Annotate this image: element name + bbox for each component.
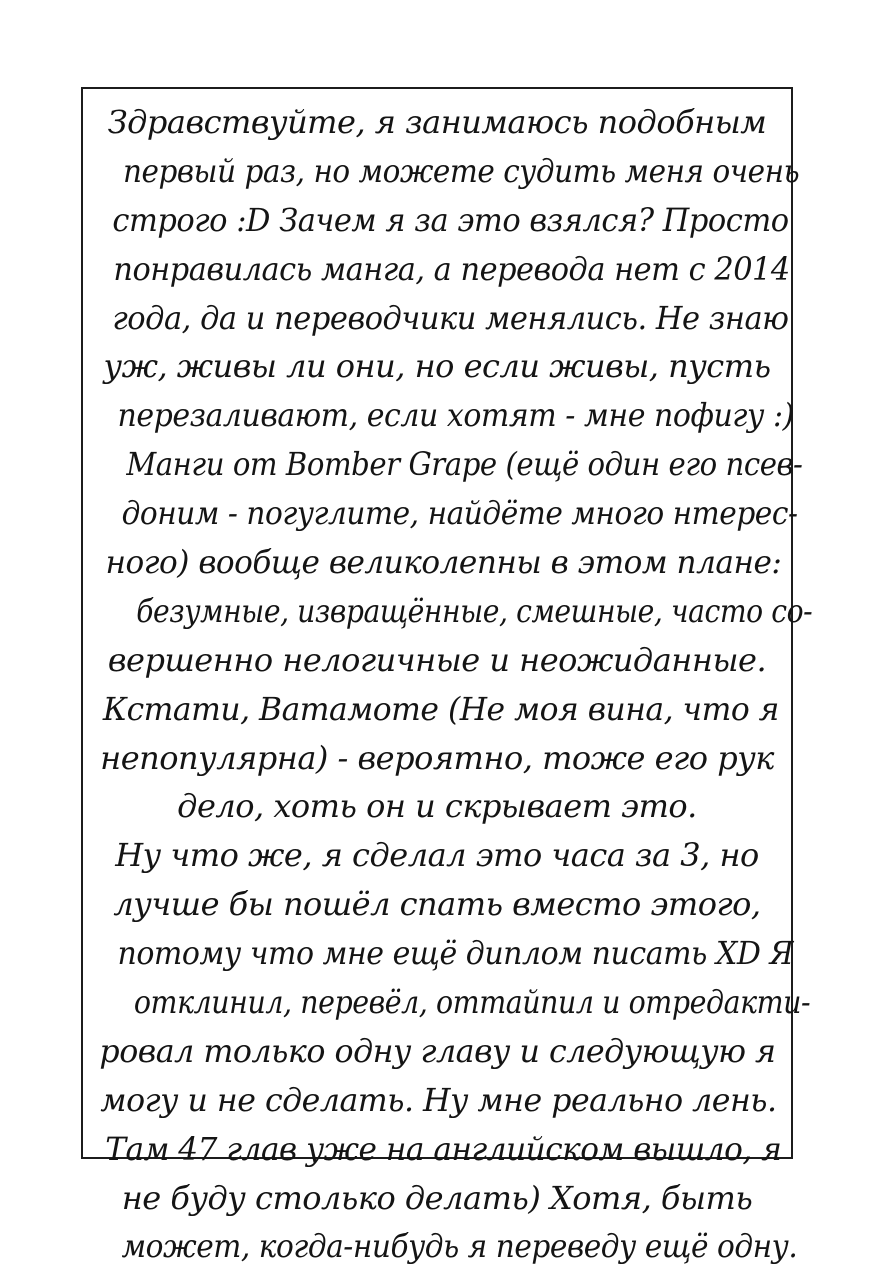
note-line: дело, хоть он и скрывает это. bbox=[177, 787, 697, 826]
note-line: уж, живы ли они, но если живы, пусть bbox=[103, 347, 771, 386]
note-line: не буду столько делать) Хотя, быть bbox=[121, 1178, 753, 1217]
note-line: строго :D Зачем я за это взялся? Просто bbox=[112, 200, 789, 239]
note-line: ного) вообще великолепны в этом плане: bbox=[105, 543, 782, 582]
note-line: понравилась манга, а перевода нет с 2014 bbox=[113, 249, 790, 288]
note-line: Кстати, Ватамоте (Не моя вина, что я bbox=[102, 689, 779, 728]
note-line: Здравствуйте, я занимаюсь подобным bbox=[107, 103, 767, 141]
note-line: лучше бы пошёл спать вместо этого, bbox=[113, 885, 761, 924]
note-line: перезаливают, если хотят - мне пофигу :) bbox=[117, 396, 794, 435]
note-line: доним - погуглите, найдёте много нтерес- bbox=[121, 494, 798, 533]
note-text bbox=[96, 98, 813, 1271]
note-line: Ну что же, я сделал это часа за 3, но bbox=[115, 836, 759, 875]
note-line: непопулярна) - вероятно, тоже его рук bbox=[100, 738, 774, 777]
note-line: потому что мне ещё диплом писать XD Я bbox=[117, 934, 794, 973]
note-line: Там 47 глав уже на английском вышло, я bbox=[105, 1129, 782, 1168]
note-line: отклинил, перевёл, оттайпил и отредакти- bbox=[133, 983, 811, 1022]
note-line: безумные, извращённые, смешные, часто со- bbox=[136, 591, 813, 630]
note-line: может, когда-нибудь я переведу ещё одну. bbox=[121, 1227, 798, 1266]
note-line: ровал только одну главу и следующую я bbox=[99, 1031, 776, 1070]
note-line: вершенно нелогичные и неожиданные. bbox=[107, 640, 767, 679]
note-line: первый раз, но можете судить меня очень bbox=[122, 151, 800, 190]
note-line: Манги от Bomber Grape (ещё один его псев- bbox=[126, 445, 803, 484]
note-line: могу и не сделать. Ну мне реально лень. bbox=[100, 1080, 777, 1119]
note-line: года, да и переводчики менялись. Не знаю bbox=[112, 298, 789, 337]
